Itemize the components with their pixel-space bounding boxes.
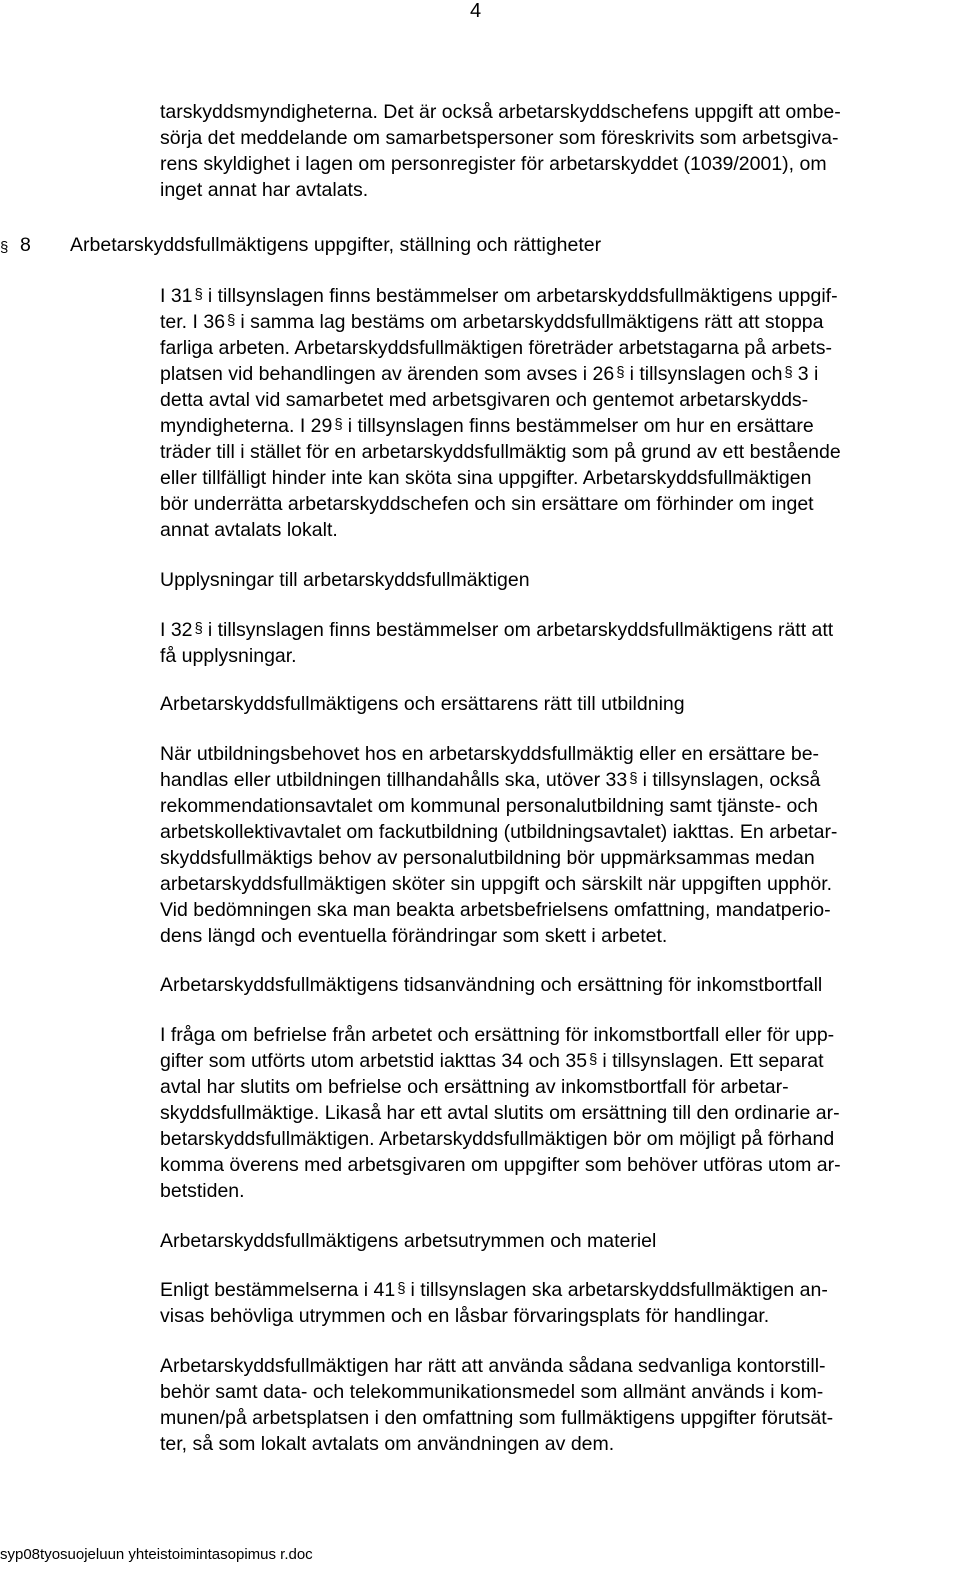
section-sign: § (784, 364, 793, 381)
paragraph-line: skyddsfullmäktigs behov av personalutbildning bör uppmärksammas medan (160, 847, 815, 869)
text-segment: 3 i (797, 363, 819, 385)
paragraph-line (160, 309, 823, 335)
paragraph-line: sörja det meddelande om samarbetspersoner som föreskrivits som arbetsgiva- (160, 127, 839, 149)
subheading: Arbetarskyddsfullmäktigens tidsanvändning och ersättning för inkomstbortfall (160, 974, 823, 996)
section-sign: § (227, 312, 236, 329)
paragraph-line: tarskyddsmyndigheterna. Det är också arbetarskyddschefens uppgift att ombe- (160, 101, 841, 123)
paragraph-line: rens skyldighet i lagen om personregister för arbetarskyddet (1039/2001), om (160, 153, 827, 175)
paragraph-line (160, 617, 833, 643)
text-segment: i tillsynslagen och (629, 363, 783, 385)
text-segment: ter. I 36 (160, 311, 226, 333)
section-number: 8 (20, 234, 31, 256)
text-segment: i tillsynslagen finns bestämmelser om arbetarskyddsfullmäktigens uppgif- (207, 285, 838, 307)
paragraph-line: bör underrätta arbetarskyddschefen och sin ersättare om förhinder om inget (160, 493, 814, 515)
section-sign: § (629, 770, 638, 787)
paragraph-line: eller tillfälligt hinder inte kan sköta sina uppgifter. Arbetarskyddsfullmäktigen (160, 467, 812, 489)
paragraph-line: betarskyddsfullmäktigen. Arbetarskyddsfullmäktigen bör om möjligt på förhand (160, 1128, 835, 1150)
text-segment: Enligt bestämmelserna i 41 (160, 1279, 396, 1301)
paragraph-line: avtal har slutits om befrielse och ersättning av inkomstbortfall för arbetar- (160, 1076, 789, 1098)
paragraph-line (160, 1277, 828, 1303)
section-sign: § (589, 1051, 598, 1068)
paragraph-line: visas behövliga utrymmen och en låsbar förvaringsplats för handlingar. (160, 1305, 770, 1327)
paragraph-line: detta avtal vid samarbetet med arbetsgivaren och gentemot arbetarskydds- (160, 389, 809, 411)
section-sign: § (397, 1280, 406, 1297)
paragraph-line (160, 413, 814, 439)
section-sign: § (194, 286, 203, 303)
text-segment: platsen vid behandlingen av ärenden som avses i 26 (160, 363, 615, 385)
page-number: 4 (470, 0, 482, 22)
section-sign: § (616, 364, 625, 381)
paragraph-line: När utbildningsbehovet hos en arbetarskyddsfullmäktig eller en ersättare be- (160, 743, 820, 765)
paragraph-line: Arbetarskyddsfullmäktigen har rätt att använda sådana sedvanliga kontorstill- (160, 1355, 826, 1377)
section-title: Arbetarskyddsfullmäktigens uppgifter, ställning och rättigheter (70, 234, 602, 256)
subheading: Upplysningar till arbetarskyddsfullmäktigen (160, 569, 530, 591)
paragraph-line: träder till i stället för en arbetarskyddsfullmäktig som på grund av ett bestående (160, 441, 841, 463)
text-segment: i tillsynslagen. Ett separat (602, 1050, 824, 1072)
text-segment: i tillsynslagen, också (642, 769, 821, 791)
section-sign: § (0, 239, 9, 256)
paragraph-line: farliga arbeten. Arbetarskyddsfullmäktigen företräder arbetstagarna på arbets- (160, 337, 833, 359)
text-segment: I 31 (160, 285, 193, 307)
text-segment: myndigheterna. I 29 (160, 415, 333, 437)
footer-filename: syp08tyosuojeluun yhteistoimintasopimus r.doc (0, 1546, 313, 1563)
paragraph-line (160, 767, 820, 793)
paragraph-line (160, 361, 818, 387)
subheading: Arbetarskyddsfullmäktigens arbetsutrymmen och materiel (160, 1230, 657, 1252)
paragraph-line: arbetskollektivavtalet om fackutbildning (utbildningsavtalet) iakttas. En arbetar- (160, 821, 838, 843)
paragraph-line: ter, så som lokalt avtalats om användningen av dem. (160, 1433, 615, 1455)
paragraph-line: inget annat har avtalats. (160, 179, 369, 201)
paragraph-line: få upplysningar. (160, 645, 297, 667)
paragraph-line: I fråga om befrielse från arbetet och ersättning för inkomstbortfall eller för upp- (160, 1024, 835, 1046)
paragraph-line: arbetarskyddsfullmäktigen sköter sin uppgift och särskilt när uppgiften upphör. (160, 873, 833, 895)
text-segment: handlas eller utbildningen tillhandahålls ska, utöver 33 (160, 769, 628, 791)
paragraph-line: komma överens med arbetsgivaren om uppgifter som behöver utföras utom ar- (160, 1154, 841, 1176)
paragraph-line: rekommendationsavtalet om kommunal personalutbildning samt tjänste- och (160, 795, 818, 817)
text-segment: gifter som utförts utom arbetstid iakttas 34 och 35 (160, 1050, 588, 1072)
paragraph-line: munen/på arbetsplatsen i den omfattning som fullmäktigens uppgifter förutsät- (160, 1407, 834, 1429)
text-segment: i tillsynslagen finns bestämmelser om arbetarskyddsfullmäktigens rätt att (207, 619, 834, 641)
paragraph-line: Vid bedömningen ska man beakta arbetsbefrielsens omfattning, mandatperio- (160, 899, 831, 921)
section-sign: § (334, 416, 343, 433)
paragraph-line: behör samt data- och telekommunikationsmedel som allmänt används i kom- (160, 1381, 824, 1403)
text-segment: i tillsynslagen ska arbetarskyddsfullmäktigen an- (410, 1279, 828, 1301)
section-sign: § (194, 620, 203, 637)
paragraph-line: dens längd och eventuella förändringar som skett i arbetet. (160, 925, 668, 947)
paragraph-line: betstiden. (160, 1180, 245, 1202)
text-segment: i samma lag bestäms om arbetarskyddsfullmäktigens rätt att stoppa (240, 311, 824, 333)
paragraph-line (160, 283, 838, 309)
paragraph-line (160, 1048, 824, 1074)
text-segment: i tillsynslagen finns bestämmelser om hur en ersättare (347, 415, 814, 437)
paragraph-line: skyddsfullmäktige. Likaså har ett avtal slutits om ersättning till den ordinarie ar- (160, 1102, 840, 1124)
paragraph-line: annat avtalats lokalt. (160, 519, 338, 541)
subheading: Arbetarskyddsfullmäktigens och ersättarens rätt till utbildning (160, 693, 685, 715)
text-segment: I 32 (160, 619, 193, 641)
